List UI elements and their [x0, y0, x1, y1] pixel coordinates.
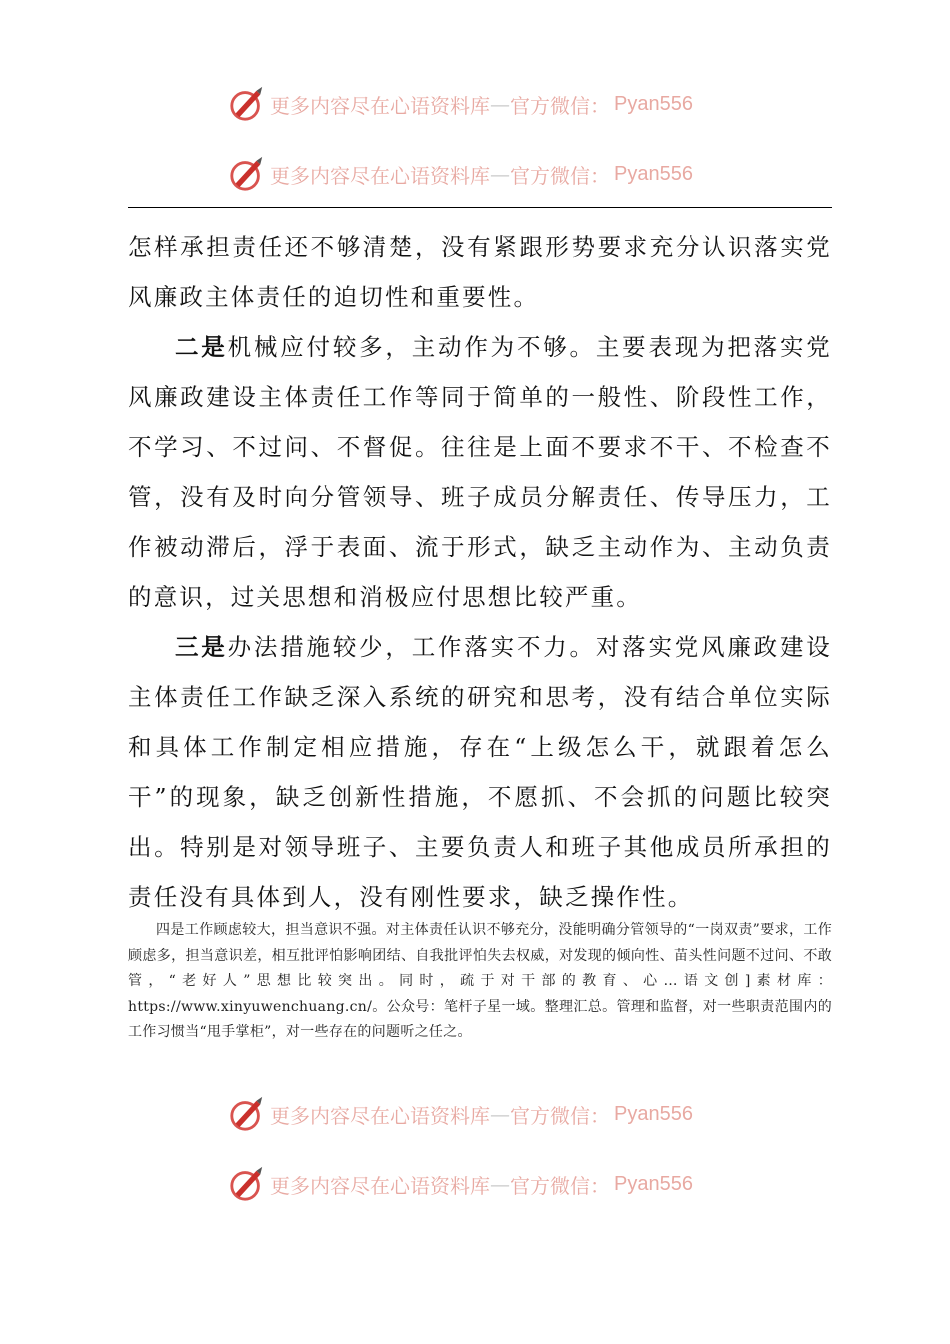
watermark-separator: —: [490, 92, 510, 116]
paragraph-2-text: 机械应付较多，主动作为不够。主要表现为把落实党风廉政建设主体责任工作等同于简单的一般性、阶段性工作，不学习、不过问、不督促。往往是上面不要求不干、不检查不管，没有及时向分管领导、班子成员分解责任、传导压力，工作被动滞后，浮于表面、流于形式，缺乏主动作为、主动负责的意识，过关思想和消极应付思想比较严重。: [128, 333, 832, 611]
watermark-text: 更多内容尽在心语资料库: [270, 1103, 490, 1128]
watermark-wechat-id: Pyan556: [614, 1172, 693, 1195]
body-text: [128, 222, 832, 922]
watermark-text: 更多内容尽在心语资料库: [270, 1173, 490, 1198]
watermark-banner: [228, 1094, 748, 1134]
paragraph-4: 四是工作顾虑较大，担当意识不强。对主体责任认识不够充分，没能明确分管领导的“一岗双责”要求，工作顾虑多，担当意识差，相互批评怕影响团结、自我批评怕失去权威，对发现的倾向性、苗头性问题不过问、不敢管，“老好人”思想比较突出。同时，疏于对干部的教育、心…语文创]素材库：https://www.xinyuwenchuang.cn/。公众号：笔杆子星一域。整理汇总。管理和监督，对一些职责范围内的工作习惯当“甩手掌柜”，对一些存在的问题听之任之。: [128, 922, 832, 1040]
watermark-banner: [228, 84, 748, 124]
watermark-wechat-label: 官方微信：: [510, 163, 610, 188]
watermark-wechat-label: 官方微信：: [510, 1173, 610, 1198]
pen-logo-icon: [228, 1165, 266, 1203]
paragraph-3: [128, 622, 832, 922]
watermark-text: 更多内容尽在心语资料库: [270, 163, 490, 188]
watermark-wechat-label: 官方微信：: [510, 93, 610, 118]
watermark-banner: [228, 1164, 748, 1204]
pen-logo-icon: [228, 1095, 266, 1133]
watermark-separator: —: [490, 162, 510, 186]
pen-logo-icon: [228, 155, 266, 193]
watermark-wechat-label: 官方微信：: [510, 1103, 610, 1128]
watermark-banner: [228, 154, 748, 194]
watermark-separator: —: [490, 1102, 510, 1126]
header-divider: [128, 207, 832, 208]
watermark-text: 更多内容尽在心语资料库: [270, 93, 490, 118]
watermark-wechat-id: Pyan556: [614, 162, 693, 185]
pen-logo-icon: [228, 85, 266, 123]
paragraph-2: [128, 322, 832, 622]
paragraph-1: 怎样承担责任还不够清楚，没有紧跟形势要求充分认识落实党风廉政主体责任的迫切性和重要性。: [128, 233, 832, 311]
watermark-wechat-id: Pyan556: [614, 92, 693, 115]
paragraph-2-lead: 二是: [175, 333, 228, 361]
watermark-wechat-id: Pyan556: [614, 1102, 693, 1125]
paragraph-3-text: 办法措施较少，工作落实不力。对落实党风廉政建设主体责任工作缺乏深入系统的研究和思考，没有结合单位实际和具体工作制定相应措施，存在“上级怎么干，就跟着怎么干”的现象，缺乏创新性措施，不愿抓、不会抓的问题比较突出。特别是对领导班子、主要负责人和班子其他成员所承担的责任没有具体到人，没有刚性要求，缺乏操作性。: [128, 633, 832, 911]
small-print: [128, 918, 832, 1046]
watermark-separator: —: [490, 1172, 510, 1196]
paragraph-3-lead: 三是: [175, 633, 228, 661]
